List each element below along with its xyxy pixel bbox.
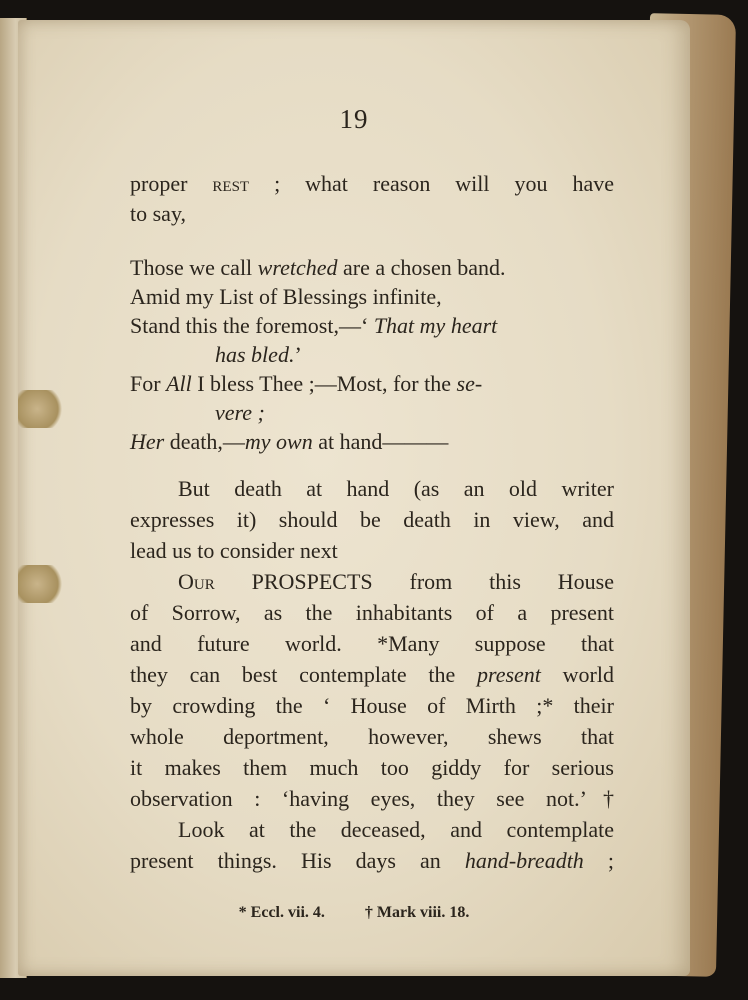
text-line: and future world. *Many suppose that [130, 631, 614, 656]
text-line: Look at the deceased, and contemplate [178, 817, 614, 842]
verse-line: Those we call wretched are a chosen band. [130, 255, 506, 280]
verse-line: has bled.’ [215, 342, 302, 367]
verse-line: Stand this the foremost,—‘ That my heart [130, 313, 498, 338]
text-line: expresses it) should be death in view, and [130, 507, 614, 532]
text-line: lead us to consider next [130, 538, 338, 563]
text-line: present things. His days an hand-breadth ; [130, 848, 615, 873]
footnote: * Eccl. vii. 4. [238, 904, 325, 921]
text-line: But death at hand (as an old writer [178, 476, 614, 501]
book-page [18, 20, 690, 976]
text-line: they can best contemplate the present world [130, 662, 614, 687]
page-number: 19 [339, 104, 369, 134]
footnote: † Mark viii. 18. [364, 904, 470, 921]
verse-line: Her death,—my own at hand——— [130, 429, 449, 454]
text-line: of Sorrow, as the inhabitants of a present [130, 600, 614, 625]
text-line: by crowding the ‘ House of Mirth ;* their [130, 693, 614, 718]
text-line: observation : ‘having eyes, they see not.’† [130, 786, 614, 811]
text-line: Our PROSPECTS from this House [178, 569, 614, 594]
verse-line: vere ; [215, 400, 265, 425]
text-line: proper rest ; what reason will you have [130, 171, 614, 196]
footnotes [18, 904, 690, 922]
verse-line: For All I bless Thee ;—Most, for the se- [130, 371, 483, 396]
binding-tear [18, 390, 66, 428]
binding-tear [18, 565, 66, 603]
text-line: to say, [130, 201, 187, 226]
text-line: it makes them much too giddy for serious [130, 755, 614, 780]
text-line: whole deportment, however, shews that [130, 724, 614, 749]
verse-line: Amid my List of Blessings infinite, [130, 284, 442, 309]
